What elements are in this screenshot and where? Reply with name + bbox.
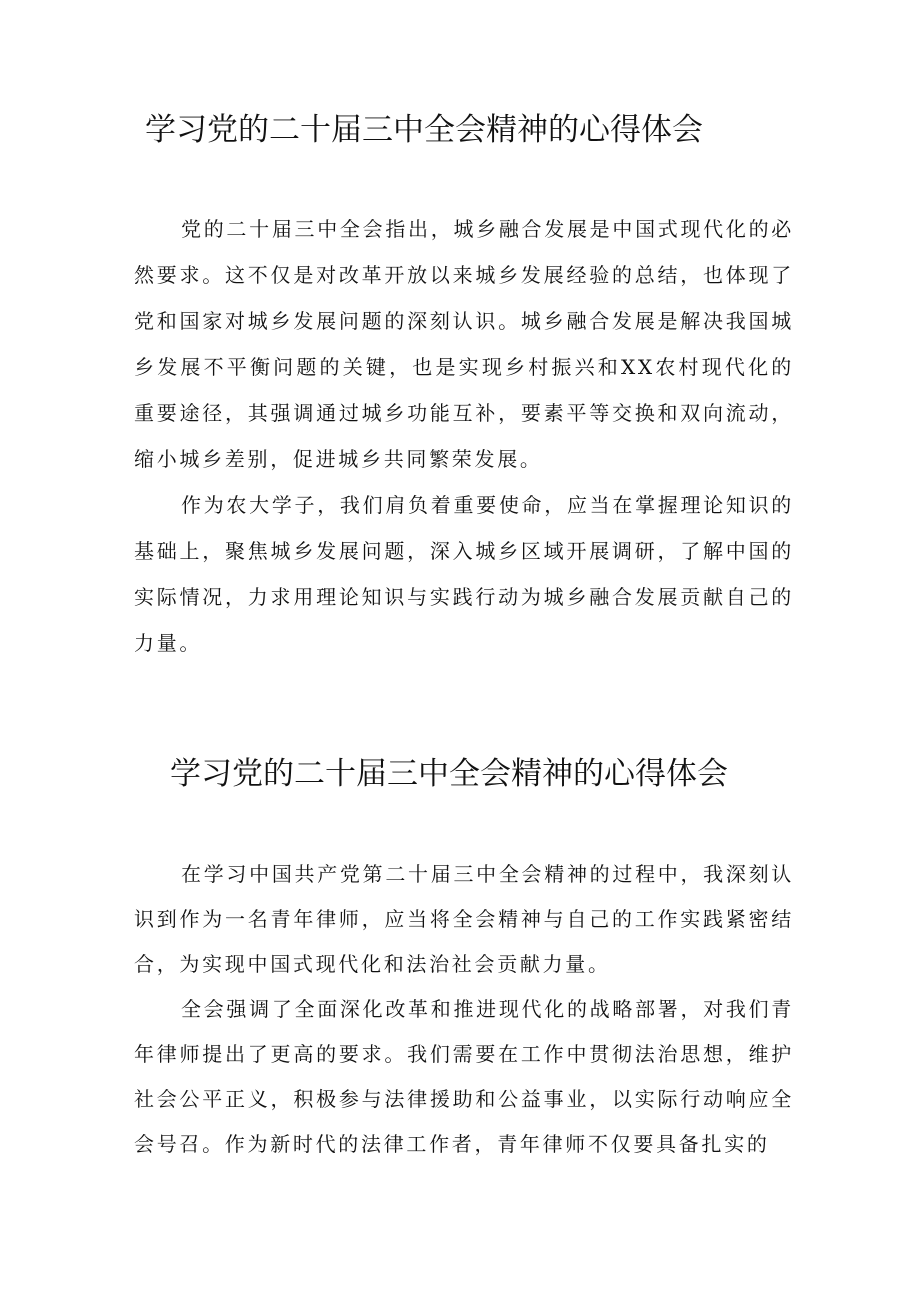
paragraph: 作为农大学子，我们肩负着重要使命，应当在掌握理论知识的基础上，聚焦城乡发展问题，深入城乡区域开展调研，了解中国的实际情况，力求用理论知识与实践行动为城乡融合发展贡献自己的力量。: [134, 493, 794, 655]
article-title: 学习党的二十届三中全会精神的心得体会: [170, 756, 728, 792]
article-title: 学习党的二十届三中全会精神的心得体会: [145, 112, 703, 148]
paragraph: 在学习中国共产党第二十届三中全会精神的过程中，我深刻认识到作为一名青年律师，应当将全会精神与自己的工作实践紧密结合，为实现中国式现代化和法治社会贡献力量。: [134, 862, 794, 976]
article-section-2: [0, 752, 920, 1156]
article-section-1: [0, 108, 920, 655]
paragraph: 党的二十届三中全会指出，城乡融合发展是中国式现代化的必然要求。这不仅是对改革开放以来城乡发展经验的总结，也体现了党和国家对城乡发展问题的深刻认识。城乡融合发展是解决我国城乡发展不平衡问题的关键，也是实现乡村振兴和XX农村现代化的重要途径，其强调通过城乡功能互补，要素平等交换和双向流动，缩小城乡差别，促进城乡共同繁荣发展。: [134, 217, 794, 471]
article-body: [134, 852, 794, 1167]
article-body: [134, 206, 794, 666]
paragraph: 全会强调了全面深化改革和推进现代化的战略部署，对我们青年律师提出了更高的要求。我们需要在工作中贯彻法治思想，维护社会公平正义，积极参与法律援助和公益事业，以实际行动响应全会号召。作为新时代的法律工作者，青年律师不仅要具备扎实的: [134, 997, 794, 1156]
